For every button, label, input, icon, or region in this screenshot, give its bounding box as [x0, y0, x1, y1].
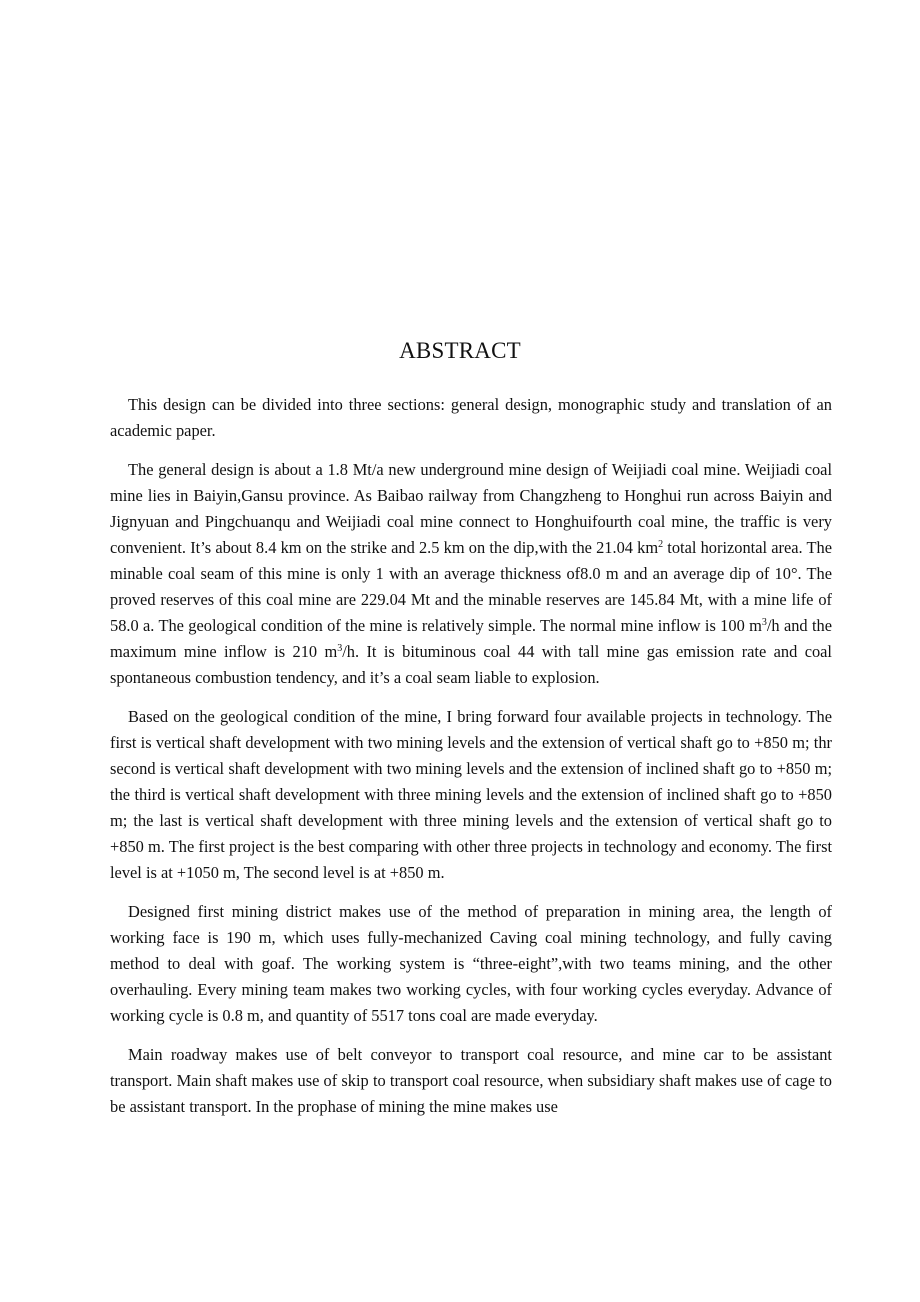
paragraph-projects: [110, 704, 832, 886]
text-run: This design can be divided into three sections: general design, monographic study and translation of an academic paper.: [110, 395, 832, 440]
text-run: Designed first mining district makes use of the method of preparation in mining area, the length of working face is 190 m, which uses fully-mechanized Caving coal mining technology, and fully caving method to deal with goaf. The working system is “three-eight”,with two teams mining, and the other overhauling. Every mining team makes two working cycles, with four working cycles everyday. Advance of working cycle is 0.8 m, and quantity of 5517 tons coal are made everyday.: [110, 902, 832, 1025]
text-run: The general design is about a 1.8 Mt/a new underground mine design of Weijiadi coal mine. Weijiadi coal mine lies in Baiyin,Gansu province. As Baibao railway from Changzheng to Honghui run across Baiyin and Jignyuan and Pingchuanqu and Weijiadi coal mine connect to Honghuifourth coal mine, the traffic is very convenient. It’s about 8.4 km on the strike and 2.5 km on the dip,with the 21.04 km: [110, 460, 832, 557]
paragraph-sections-overview: [110, 392, 832, 444]
text-run: /h. It is bituminous coal 44 with tall mine gas emission rate and coal spontaneous combustion tendency, and it’s a coal seam liable to explosion.: [110, 642, 832, 687]
superscript: 2: [658, 539, 664, 550]
text-run: total horizontal area. The minable coal seam of this mine is only 1 with an average thickness of8.0 m and an average dip of 10°. The proved reserves of this coal mine are 229.04 Mt and the minable reserves are 145.84 Mt, with a mine life of 58.0 a. The geological condition of the mine is relatively simple. The normal mine inflow is 100 m: [110, 538, 832, 635]
abstract-body: [110, 392, 832, 1133]
paragraph-general-design: [110, 457, 832, 691]
abstract-title: ABSTRACT: [399, 338, 521, 363]
paragraph-transport: [110, 1042, 832, 1120]
paragraph-mining-district: [110, 899, 832, 1029]
text-run: /h and the maximum mine inflow is 210 m: [110, 616, 832, 661]
superscript: 3: [761, 617, 767, 628]
superscript: 3: [337, 643, 343, 654]
text-run: Based on the geological condition of the mine, I bring forward four available projects in technology. The first is vertical shaft development with two mining levels and the extension of vertical shaft go to +850 m; thr second is vertical shaft development with two mining levels and the extension of inclined shaft go to +850 m; the third is vertical shaft development with three mining levels and the extension of inclined shaft go to +850 m; the last is vertical shaft development with three mining levels and the extension of vertical shaft go to +850 m. The first project is the best comparing with other three projects in technology and economy. The first level is at +1050 m, The second level is at +850 m.: [110, 707, 832, 882]
text-run: Main roadway makes use of belt conveyor to transport coal resource, and mine car to be assistant transport. Main shaft makes use of skip to transport coal resource, when subsidiary shaft makes use of cage to be assistant transport. In the prophase of mining the mine makes use: [110, 1045, 832, 1116]
